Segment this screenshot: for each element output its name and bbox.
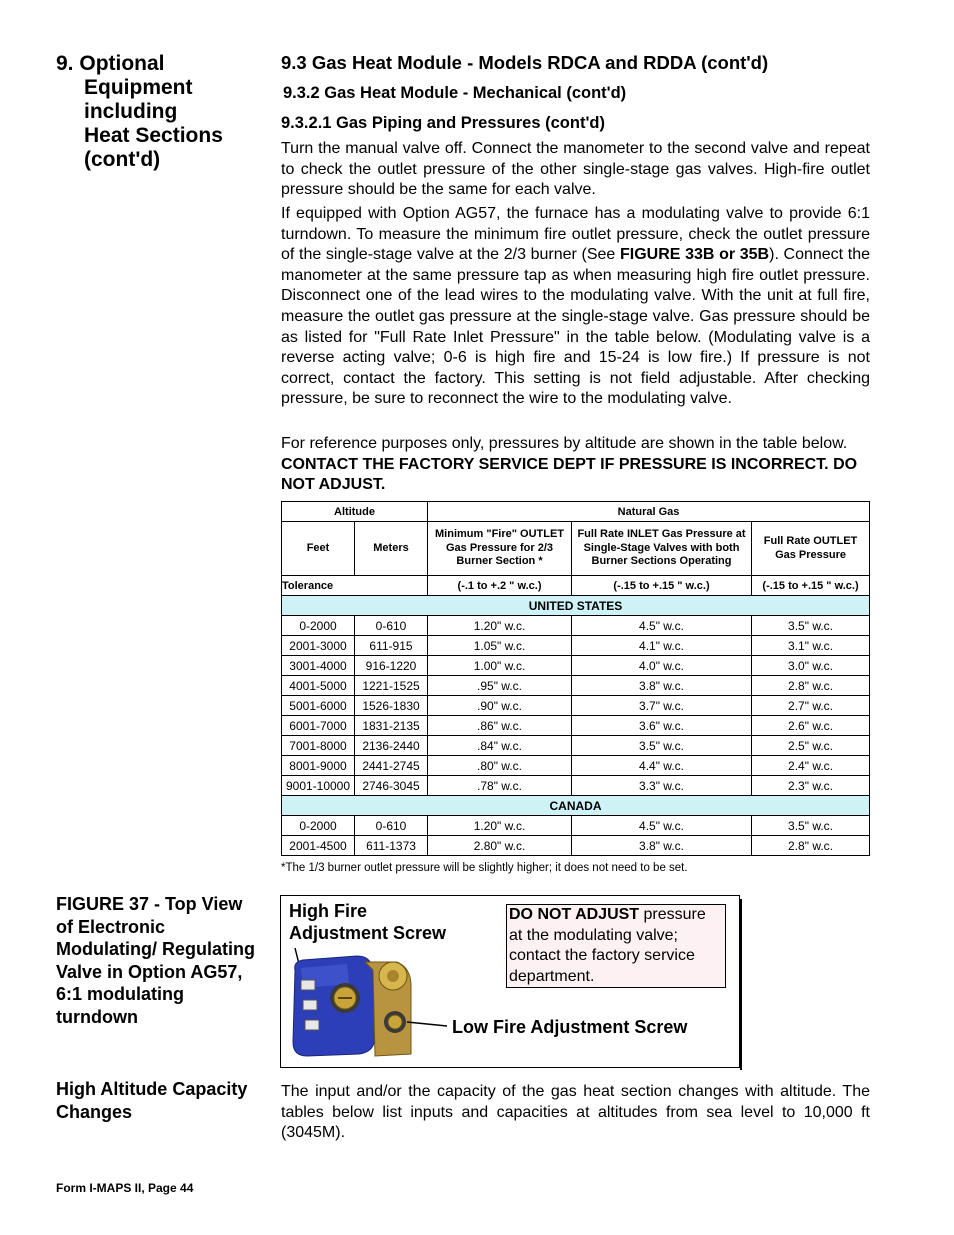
cell-full-rate-outlet: 3.5" w.c. — [752, 616, 870, 636]
cell-meters: 2746-3045 — [355, 776, 428, 796]
high-fire-label-line-1: High Fire — [289, 901, 368, 921]
cell-feet: 0-2000 — [282, 616, 355, 636]
cell-feet: 0-2000 — [282, 816, 355, 836]
tolerance-min-fire: (-.1 to +.2 " w.c.) — [428, 576, 572, 596]
table-row-us — [282, 756, 870, 776]
high-fire-label-line-2: Adjustment Screw — [289, 923, 447, 943]
cell-feet: 2001-3000 — [282, 636, 355, 656]
cell-full-rate-outlet: 3.0" w.c. — [752, 656, 870, 676]
cell-full-rate-inlet: 4.4" w.c. — [572, 756, 752, 776]
table-row-us — [282, 696, 870, 716]
cell-full-rate-inlet: 4.1" w.c. — [572, 636, 752, 656]
cell-feet: 6001-7000 — [282, 716, 355, 736]
cell-full-rate-inlet: 4.5" w.c. — [572, 816, 752, 836]
cell-min-fire-outlet: .95" w.c. — [428, 676, 572, 696]
cell-meters: 0-610 — [355, 816, 428, 836]
cell-min-fire-outlet: 1.00" w.c. — [428, 656, 572, 676]
paragraph-high-altitude: The input and/or the capacity of the gas heat section changes with altitude. The tables below list inputs and capacities at altitudes from sea level to 10,000 ft (3045M). — [281, 1083, 870, 1142]
table-row-us — [282, 716, 870, 736]
high-altitude-title: High Altitude Capacity Changes — [56, 1079, 248, 1122]
cell-min-fire-outlet: .78" w.c. — [428, 776, 572, 796]
cell-feet: 7001-8000 — [282, 736, 355, 756]
cell-meters: 611-915 — [355, 636, 428, 656]
section-title — [56, 52, 256, 172]
heading-9-3: 9.3 Gas Heat Module - Models RDCA and RDDA (cont'd) — [281, 52, 769, 73]
section-title-line-1 — [56, 52, 256, 76]
tolerance-label: Tolerance — [282, 576, 428, 596]
table-row-us — [282, 656, 870, 676]
cell-min-fire-outlet: .90" w.c. — [428, 696, 572, 716]
region-row-us — [282, 596, 870, 616]
cell-full-rate-inlet: 3.8" w.c. — [572, 676, 752, 696]
paragraph-option-ag57-part-b: ). Connect the manometer at the same pressure tap as when measuring high fire outlet pressure. Disconnect one of the lead wires to the modulating valve. With the unit at full fire, measure the outlet gas pressure at the single-stage valve. Gas pressure should be as listed for "Full Rate Inlet Pressure" in the table below. (Modulating valve is a reverse acting valve; 0-6 is high fire and 15-24 is low fire.) If pressure is not correct, contact the factory. This setting is not field adjustable. After checking pressure, be sure to reconnect the wire to the modulating valve. — [281, 246, 871, 408]
section-title-text: Optional — [79, 52, 165, 75]
cell-min-fire-outlet: .86" w.c. — [428, 716, 572, 736]
cell-full-rate-inlet: 4.0" w.c. — [572, 656, 752, 676]
paragraph-reference-text: For reference purposes only, pressures by altitude are shown in the table below. — [281, 435, 848, 452]
table-tolerance-row — [282, 576, 870, 596]
section-number: 9. — [56, 52, 74, 75]
cell-meters: 916-1220 — [355, 656, 428, 676]
cell-meters: 2136-2440 — [355, 736, 428, 756]
cell-meters: 611-1373 — [355, 836, 428, 856]
cell-full-rate-inlet: 3.3" w.c. — [572, 776, 752, 796]
gas-pressure-table — [281, 501, 870, 856]
cell-full-rate-outlet: 2.8" w.c. — [752, 676, 870, 696]
section-title-line-4: Heat Sections — [84, 124, 223, 147]
figure-reference: FIGURE 33B or 35B — [619, 246, 770, 264]
cell-full-rate-outlet: 2.6" w.c. — [752, 716, 870, 736]
header-natural-gas: Natural Gas — [428, 502, 870, 522]
header-meters: Meters — [355, 522, 428, 576]
cell-meters: 0-610 — [355, 616, 428, 636]
cell-feet: 3001-4000 — [282, 656, 355, 676]
cell-full-rate-inlet: 3.6" w.c. — [572, 716, 752, 736]
cell-meters: 2441-2745 — [355, 756, 428, 776]
cell-full-rate-outlet: 3.1" w.c. — [752, 636, 870, 656]
header-altitude: Altitude — [282, 502, 428, 522]
heading-9-3-2-1: 9.3.2.1 Gas Piping and Pressures (cont'd) — [281, 114, 605, 132]
cell-feet: 9001-10000 — [282, 776, 355, 796]
cell-min-fire-outlet: .84" w.c. — [428, 736, 572, 756]
table-column-header-row — [282, 522, 870, 576]
tolerance-outlet: (-.15 to +.15 " w.c.) — [752, 576, 870, 596]
tolerance-inlet: (-.15 to +.15 " w.c.) — [572, 576, 752, 596]
table-footnote: *The 1/3 burner outlet pressure will be slightly higher; it does not need to be set. — [281, 862, 688, 874]
table-row-canada — [282, 836, 870, 856]
cell-full-rate-outlet: 2.8" w.c. — [752, 836, 870, 856]
section-title-line-3: including — [84, 100, 178, 123]
cell-min-fire-outlet: 2.80" w.c. — [428, 836, 572, 856]
region-label-canada: CANADA — [282, 796, 870, 816]
do-not-adjust-text: pressure at the modulating valve; contact the factory service department. — [509, 906, 706, 985]
header-full-rate-outlet: Full Rate OUTLET Gas Pressure — [752, 522, 870, 576]
do-not-adjust-note — [506, 904, 726, 988]
figure-caption: FIGURE 37 - Top View of Electronic Modulating/ Regulating Valve in Option AG57, 6:1 modulating turndown — [56, 894, 255, 1027]
cell-min-fire-outlet: 1.20" w.c. — [428, 816, 572, 836]
table-row-canada — [282, 816, 870, 836]
cell-feet: 2001-4500 — [282, 836, 355, 856]
modulating-valve-image — [287, 944, 447, 1064]
paragraph-option-ag57-part-a: If equipped with Option AG57, the furnace has a modulating valve to provide 6:1 turndown. To measure the minimum fire outlet pressure, check the outlet pressure of the single-stage valve at the 2/3 burner (See — [281, 205, 870, 264]
region-row-canada — [282, 796, 870, 816]
low-fire-label: Low Fire Adjustment Screw — [452, 1017, 688, 1037]
header-feet: Feet — [282, 522, 355, 576]
cell-full-rate-inlet: 3.7" w.c. — [572, 696, 752, 716]
header-full-rate-inlet: Full Rate INLET Gas Pressure at Single-Stage Valves with both Burner Sections Operating — [572, 522, 752, 576]
heading-9-3-2: 9.3.2 Gas Heat Module - Mechanical (cont'd) — [283, 84, 627, 102]
cell-full-rate-outlet: 3.5" w.c. — [752, 816, 870, 836]
section-title-line-5: (cont'd) — [84, 148, 161, 171]
cell-full-rate-outlet: 2.7" w.c. — [752, 696, 870, 716]
table-group-header-row — [282, 502, 870, 522]
high-fire-label — [289, 900, 446, 944]
table-row-us — [282, 616, 870, 636]
cell-full-rate-outlet: 2.4" w.c. — [752, 756, 870, 776]
cell-min-fire-outlet: 1.05" w.c. — [428, 636, 572, 656]
cell-feet: 4001-5000 — [282, 676, 355, 696]
cell-meters: 1526-1830 — [355, 696, 428, 716]
cell-feet: 8001-9000 — [282, 756, 355, 776]
cell-full-rate-outlet: 2.3" w.c. — [752, 776, 870, 796]
table-row-us — [282, 636, 870, 656]
cell-min-fire-outlet: .80" w.c. — [428, 756, 572, 776]
section-title-line-2: Equipment — [84, 76, 193, 99]
paragraph-reference — [281, 434, 870, 496]
region-label-us: UNITED STATES — [282, 596, 870, 616]
table-row-us — [282, 676, 870, 696]
cell-full-rate-inlet: 3.5" w.c. — [572, 736, 752, 756]
cell-full-rate-outlet: 2.5" w.c. — [752, 736, 870, 756]
cell-full-rate-inlet: 3.8" w.c. — [572, 836, 752, 856]
table-row-us — [282, 776, 870, 796]
cell-full-rate-inlet: 4.5" w.c. — [572, 616, 752, 636]
do-not-adjust-bold: DO NOT ADJUST — [509, 906, 640, 923]
table-row-us — [282, 736, 870, 756]
cell-meters: 1831-2135 — [355, 716, 428, 736]
cell-min-fire-outlet: 1.20" w.c. — [428, 616, 572, 636]
paragraph-manual-valve: Turn the manual valve off. Connect the manometer to the second valve and repeat to check the outlet pressure of the other single-stage gas valves. High-fire outlet pressure should be the same for each valve. — [281, 140, 870, 199]
cell-feet: 5001-6000 — [282, 696, 355, 716]
paragraph-option-ag57 — [281, 204, 870, 410]
cell-meters: 1221-1525 — [355, 676, 428, 696]
header-min-fire-outlet: Minimum "Fire" OUTLET Gas Pressure for 2/3 Burner Section * — [428, 522, 572, 576]
page-footer: Form I-MAPS II, Page 44 — [56, 1181, 194, 1195]
warning-text: CONTACT THE FACTORY SERVICE DEPT IF PRESSURE IS INCORRECT. DO NOT ADJUST. — [281, 455, 858, 494]
